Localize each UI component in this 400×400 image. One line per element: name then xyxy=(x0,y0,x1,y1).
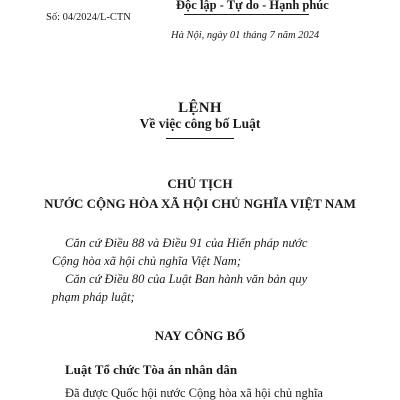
legal-basis-2-line-1: Căn cứ Điều 80 của Luật Ban hành văn bản quy xyxy=(65,272,308,286)
subject-underline xyxy=(166,138,234,139)
document-number: Số: 04/2024/L-CTN xyxy=(46,12,131,23)
law-name: Luật Tổ chức Tòa án nhân dân xyxy=(65,362,238,377)
legal-basis-1-line-2: Cộng hòa xã hội chủ nghĩa Việt Nam; xyxy=(52,254,241,268)
issuing-authority-body: NƯỚC CỘNG HÒA XÃ HỘI CHỦ NGHĨA VIỆT NAM xyxy=(44,196,356,211)
legal-basis-2-line-2: phạm pháp luật; xyxy=(52,290,135,304)
place-and-date: Hà Nội, ngày 01 tháng 7 năm 2024 xyxy=(171,30,320,41)
document-type-heading: LỆNH xyxy=(178,100,222,116)
motto-underline xyxy=(184,14,309,15)
document-subject: Về việc công bố Luật xyxy=(139,116,261,131)
national-motto: Độc lập - Tự do - Hạnh phúc xyxy=(176,0,329,12)
issuing-authority-title: CHỦ TỊCH xyxy=(167,176,233,191)
legal-basis-1-line-1: Căn cứ Điều 88 và Điều 91 của Hiến pháp nước xyxy=(65,236,308,250)
adoption-text: Đã được Quốc hội nước Cộng hòa xã hội chủ nghĩa xyxy=(65,386,323,400)
decision-heading: NAY CÔNG BỐ xyxy=(154,328,246,343)
